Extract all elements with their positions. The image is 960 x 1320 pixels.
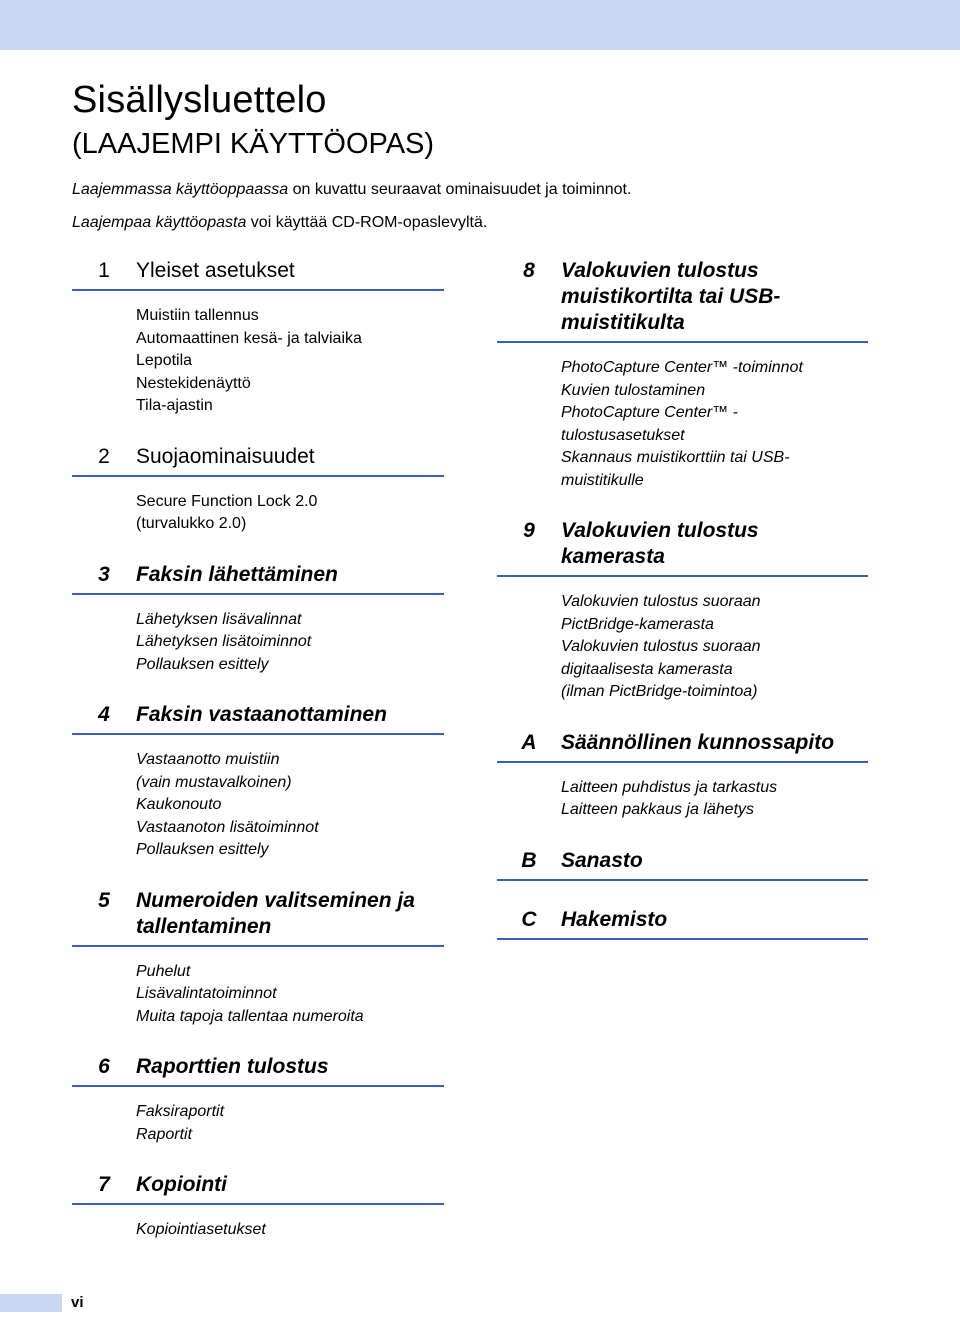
chapter-number: 6 — [98, 1055, 110, 1078]
chapter-heading[interactable] — [72, 562, 444, 595]
toc-item[interactable]: Kaukonouto — [136, 796, 222, 813]
chapter-a — [497, 730, 868, 822]
chapter-number: 2 — [98, 444, 110, 468]
chapter-4 — [72, 702, 444, 862]
toc-item[interactable]: (ilman PictBridge-toimintoa) — [561, 683, 758, 700]
chapter-b — [497, 848, 868, 881]
chapter-number: C — [521, 907, 537, 931]
chapter-number: 8 — [523, 259, 535, 282]
chapter-number: A — [521, 730, 537, 754]
chapter-1 — [72, 258, 444, 418]
chapter-heading[interactable] — [497, 518, 868, 577]
toc-item[interactable]: Kuvien tulostaminen — [561, 381, 706, 399]
chapter-title: Raporttien tulostus — [136, 1055, 329, 1078]
chapter-items — [497, 777, 868, 822]
toc-item[interactable]: Laitteen puhdistus ja tarkastus — [561, 778, 778, 796]
intro-line-2-italic: Laajempaa käyttöopasta — [72, 214, 247, 231]
chapter-items — [72, 609, 444, 677]
toc-item[interactable]: PictBridge-kamerasta — [561, 615, 714, 633]
toc-item[interactable]: muistitikulle — [561, 471, 644, 489]
chapter-title: Hakemisto — [561, 907, 668, 931]
chapter-title: Suojaominaisuudet — [136, 444, 315, 468]
chapter-title: Numeroiden valitseminen ja tallentaminen — [136, 888, 415, 938]
toc-item[interactable]: Vastaanotto muistiin — [136, 751, 280, 768]
chapter-5 — [72, 888, 444, 1029]
chapter-number: B — [521, 848, 537, 872]
chapter-heading[interactable] — [497, 730, 868, 763]
chapter-heading[interactable] — [497, 848, 868, 881]
toc-item[interactable]: Secure Function Lock 2.0 — [136, 492, 318, 510]
toc-item[interactable]: PhotoCapture Center™ -toiminnot — [561, 359, 803, 376]
toc-item[interactable]: PhotoCapture Center™ - — [561, 404, 738, 421]
chapter-number: 7 — [98, 1173, 110, 1196]
page-title: Sisällysluettelo — [72, 79, 327, 121]
chapter-heading[interactable] — [72, 258, 444, 291]
toc-item[interactable]: Laitteen pakkaus ja lähetys — [561, 801, 755, 818]
chapter-heading[interactable] — [497, 907, 868, 940]
chapter-items — [72, 491, 444, 536]
chapter-items — [497, 591, 868, 704]
chapter-number: 5 — [98, 888, 110, 912]
intro-line-1 — [72, 180, 631, 200]
chapter-items — [72, 961, 444, 1029]
page-subtitle: (LAAJEMPI KÄYTTÖOPAS) — [72, 128, 435, 160]
toc-item[interactable]: Skannaus muistikorttiin tai USB- — [561, 449, 790, 466]
chapter-title: Faksin lähettäminen — [136, 562, 338, 586]
chapter-number: 4 — [98, 703, 110, 726]
toc-item[interactable]: Valokuvien tulostus suoraan — [561, 593, 761, 610]
toc-item[interactable]: Kopiointiasetukset — [136, 1221, 266, 1238]
intro-line-1-italic: Laajemmassa käyttöoppaassa — [72, 181, 289, 198]
toc-item[interactable]: Raportit — [136, 1125, 193, 1143]
chapter-title: Sanasto — [561, 848, 643, 872]
toc-item[interactable]: Vastaanoton lisätoiminnot — [136, 818, 319, 836]
chapter-heading[interactable] — [72, 1172, 444, 1205]
toc-item[interactable]: Muita tapoja tallentaa numeroita — [136, 1007, 364, 1025]
toc-item[interactable]: Pollauksen esittely — [136, 655, 269, 673]
toc-item[interactable]: Lähetyksen lisävalinnat — [136, 610, 302, 628]
chapter-number: 3 — [98, 562, 110, 586]
chapter-3 — [72, 562, 444, 677]
toc-item[interactable]: (vain mustavalkoinen) — [136, 773, 292, 791]
chapter-7 — [72, 1172, 444, 1242]
chapter-2 — [72, 444, 444, 536]
toc-item[interactable]: Lepotila — [136, 352, 193, 369]
chapter-9 — [497, 518, 868, 704]
toc-item[interactable]: tulostusasetukset — [561, 426, 685, 444]
toc-item[interactable]: Nestekidenäyttö — [136, 374, 251, 392]
toc-item[interactable]: Valokuvien tulostus suoraan — [561, 638, 761, 655]
intro-line-2 — [72, 213, 487, 233]
chapter-8 — [497, 258, 868, 492]
chapter-title: Säännöllinen kunnossapito — [561, 730, 835, 754]
toc-item[interactable]: Faksiraportit — [136, 1103, 225, 1120]
chapter-heading[interactable] — [72, 444, 444, 477]
toc-item[interactable]: digitaalisesta kamerasta — [561, 660, 733, 678]
toc-item[interactable]: Tila-ajastin — [136, 397, 213, 414]
chapter-c — [497, 907, 868, 940]
chapter-heading[interactable] — [72, 1054, 444, 1087]
chapter-items — [72, 749, 444, 862]
chapter-items — [497, 357, 868, 492]
toc-item[interactable]: Automaattinen kesä- ja talviaika — [136, 329, 362, 347]
chapter-title: Yleiset asetukset — [136, 259, 295, 282]
toc-item[interactable]: Pollauksen esittely — [136, 841, 269, 858]
chapter-items — [72, 305, 444, 418]
toc-item[interactable]: (turvalukko 2.0) — [136, 515, 247, 532]
intro-line-2-text: voi käyttää CD-ROM-opaslevyltä. — [246, 214, 488, 231]
toc-left-column — [72, 258, 444, 1242]
chapter-title: Valokuvien tulostus muistikortilta tai USB-muistitikulta — [561, 259, 781, 334]
toc-right-column — [497, 258, 868, 940]
chapter-heading[interactable] — [497, 258, 868, 343]
chapter-heading[interactable] — [72, 888, 444, 947]
chapter-items — [72, 1101, 444, 1146]
chapter-title: Valokuvien tulostus kamerasta — [561, 519, 759, 568]
toc-item[interactable]: Muistiin tallennus — [136, 307, 259, 324]
chapter-heading[interactable] — [72, 702, 444, 735]
toc-item[interactable]: Lähetyksen lisätoiminnot — [136, 633, 312, 650]
chapter-items — [72, 1219, 444, 1242]
intro-line-1-text: on kuvattu seuraavat ominaisuudet ja toiminnot. — [288, 181, 632, 198]
chapter-title: Faksin vastaanottaminen — [136, 703, 387, 726]
chapter-title: Kopiointi — [136, 1173, 227, 1196]
toc-item[interactable]: Lisävalintatoiminnot — [136, 985, 277, 1002]
chapter-number: 9 — [523, 519, 535, 542]
header-band — [0, 0, 960, 50]
toc-item[interactable]: Puhelut — [136, 962, 191, 980]
chapter-number: 1 — [98, 259, 110, 282]
chapter-6 — [72, 1054, 444, 1146]
footer-band — [0, 1294, 62, 1312]
page-number: vi — [71, 1294, 84, 1311]
